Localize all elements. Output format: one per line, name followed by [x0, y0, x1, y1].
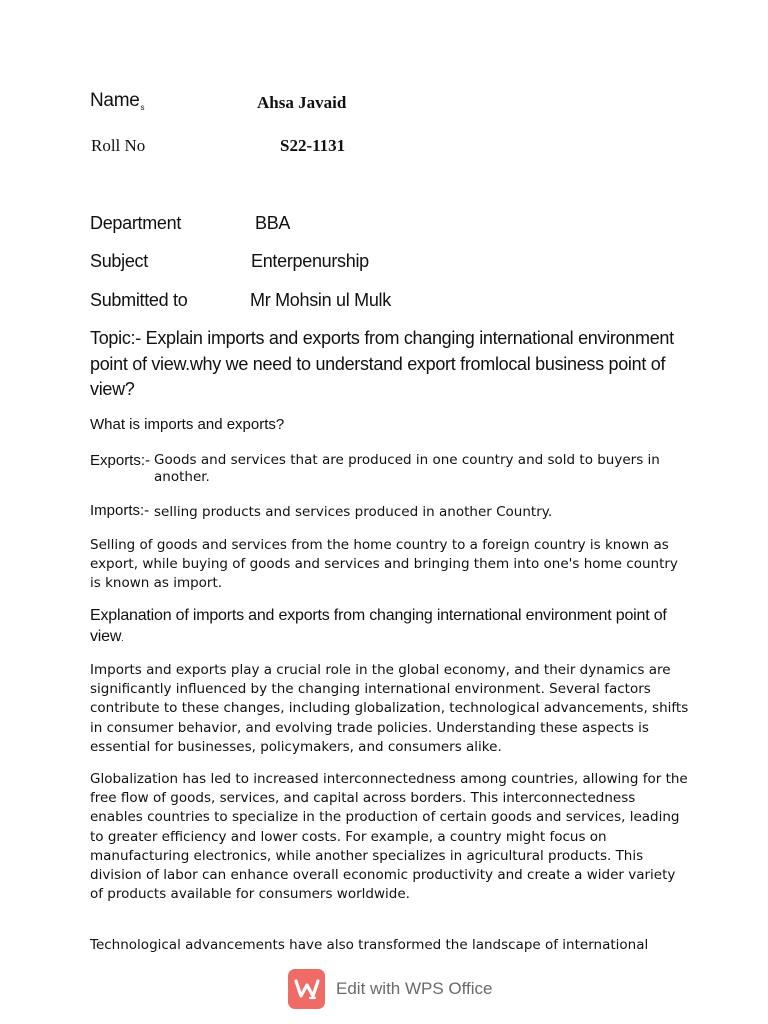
topic-lead: Topic:- [90, 328, 141, 348]
name-value: Ahsa Javaid [257, 93, 347, 112]
subject-label: Subject [90, 251, 148, 271]
section-question: What is imports and exports? [90, 416, 285, 433]
paragraph-technology: Technological advancements have also transformed the landscape of international [90, 937, 649, 953]
submitted-to-value: Mr Mohsin ul Mulk [250, 290, 391, 310]
paragraph-globalization: Globalization has led to increased interconnectedness among countries, allowing for the free flow of goods, services, and capital across borders. This interconnectedness enables countries to specialize in the production of certain goods and services, leading to greater efficiency and lower costs. For example, a country might focus on manufacturing electronics, while another specializes in agricultural products. This division of labor can enhance overall economic productivity and create a wider variety of products available for consumers worldwide. [90, 771, 688, 903]
imports-text: selling products and services produced in another Country. [154, 504, 553, 520]
roll-no-value: S22-1131 [280, 136, 346, 155]
explanation-subheading: Explanation of imports and exports from changing international environment point of view. [90, 607, 667, 645]
wps-edit-link[interactable] [288, 969, 493, 1009]
exports-definition [90, 452, 690, 486]
department-label: Department [90, 213, 182, 233]
paragraph-global-economy: Imports and exports play a crucial role in the global economy, and their dynamics are significantly influenced by the changing international environment. Several factors contribute to these changes, including globalization, technological advancements, shifts in consumer behavior, and evolving trade policies. Understanding these aspects is essential for businesses, policymakers, and consumers alike. [90, 662, 689, 755]
department-value: BBA [255, 213, 291, 233]
imports-definition [90, 502, 690, 521]
subject-value: Enterpenurship [251, 251, 369, 271]
wps-office-logo-icon [288, 969, 325, 1009]
roll-no-label: Roll No [91, 136, 146, 155]
submitted-to-label: Submitted to [90, 290, 188, 310]
topic-text: Explain imports and exports from changing international environment point of view.why we need to understand export fromlocal business point of view? [90, 328, 674, 399]
wps-edit-label: Edit with WPS Office [336, 979, 493, 998]
exports-text: Goods and services that are produced in one country and sold to buyers in another. [154, 452, 660, 485]
topic-heading [90, 326, 690, 403]
exports-term: Exports:- [90, 452, 151, 469]
name-label-mark: s [140, 103, 145, 112]
name-label: Name$_s$ [90, 90, 145, 112]
imports-term: Imports:- [90, 502, 150, 519]
paragraph-import-export-definition: Selling of goods and services from the home country to a foreign country is known as export, while buying of goods and services and bringing them into one's home country is known as import. [90, 537, 678, 592]
